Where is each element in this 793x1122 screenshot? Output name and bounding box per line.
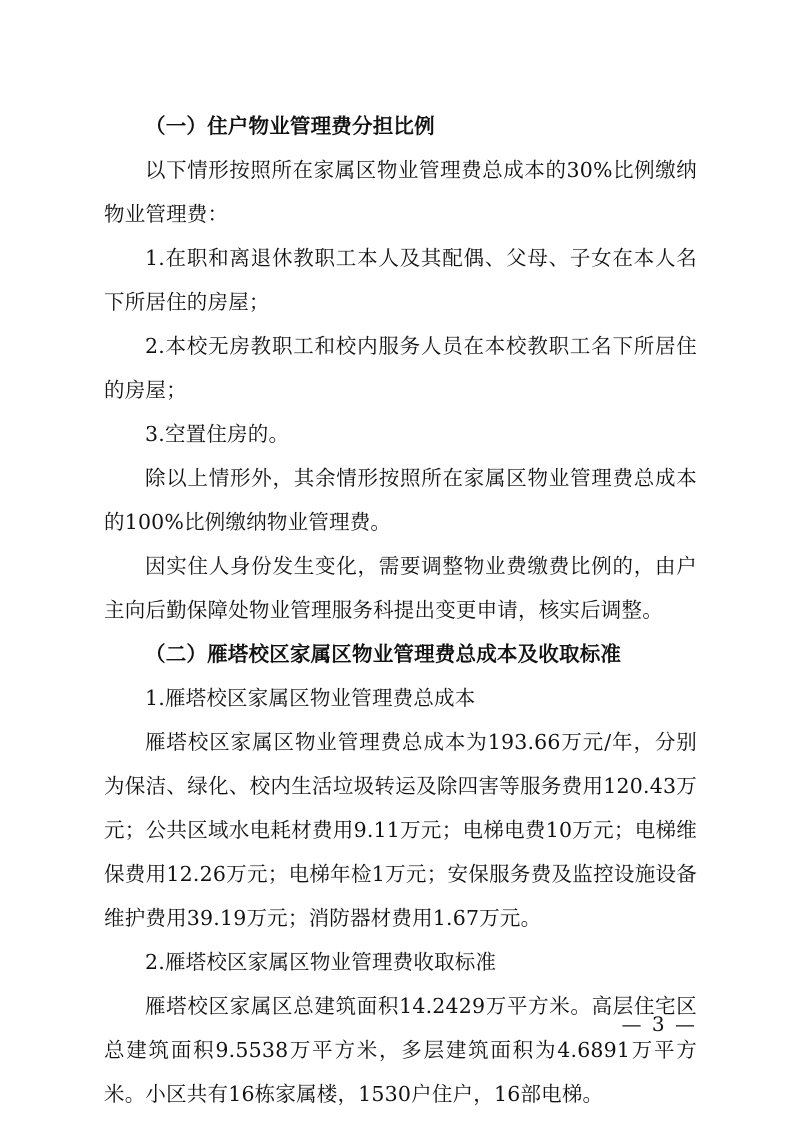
paragraph-para-2: 除以上情形外，其余情形按照所在家属区物业管理费总成本的100%比例缴纳物业管理费。 xyxy=(104,466,697,534)
page-number: — 3 — xyxy=(621,1012,697,1036)
paragraph-para-5: 雁塔校区家属区总建筑面积14.2429万平方米。高层住宅区总建筑面积9.5538万平方米，多层建筑面积为4.6891万平方米。小区共有16栋家属楼，1530户住户，16部电梯。 xyxy=(104,994,697,1106)
paragraph-item-2: 2.本校无房教职工和校内服务人员在本校教职工名下所居住的房屋； xyxy=(104,334,697,402)
paragraph-para-1: 以下情形按照所在家属区物业管理费总成本的30%比例缴纳物业管理费： xyxy=(104,158,697,226)
paragraph-heading-2: （二）雁塔校区家属区物业管理费总成本及收取标准 xyxy=(145,642,622,666)
paragraph-item-1: 1.在职和离退休教职工本人及其配偶、父母、子女在本人名下所居住的房屋； xyxy=(104,246,697,314)
paragraph-para-4: 雁塔校区家属区物业管理费总成本为193.66万元/年，分别为保洁、绿化、校内生活垃圾转运及除四害等服务费用120.43万元；公共区域水电耗材费用9.11万元；电梯电费10万元；电梯维保费用12.26万元；电梯年检1万元；安保服务费及监控设施设备维护费用39.19万元；消防器材费用1.67万元。 xyxy=(104,730,697,930)
paragraph-sub-heading-1: 1.雁塔校区家属区物业管理费总成本 xyxy=(145,686,476,710)
document-body xyxy=(104,104,697,1116)
paragraph-para-3: 因实住人身份发生变化，需要调整物业费缴费比例的，由户主向后勤保障处物业管理服务科提出变更申请，核实后调整。 xyxy=(104,554,697,622)
paragraph-sub-heading-2: 2.雁塔校区家属区物业管理费收取标准 xyxy=(145,950,497,974)
paragraph-item-3: 3.空置住房的。 xyxy=(145,422,290,446)
paragraph-heading-1: （一）住户物业管理费分担比例 xyxy=(145,114,435,138)
